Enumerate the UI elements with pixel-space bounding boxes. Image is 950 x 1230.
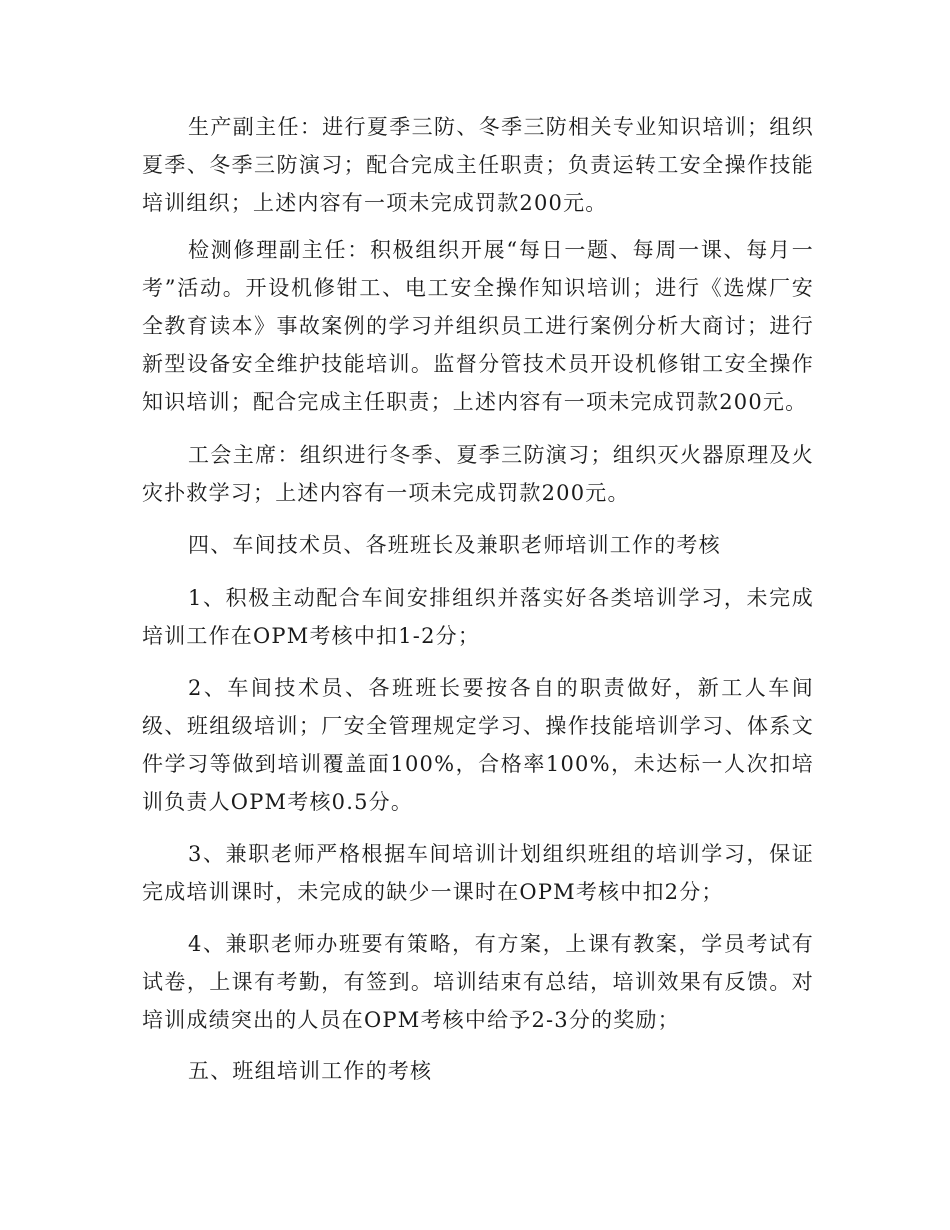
section-heading-4: 四、车间技术员、各班班长及兼职老师培训工作的考核 — [188, 533, 721, 557]
paragraph-union-chairman: 工会主席：组织进行冬季、夏季三防演习；组织灭火器原理及火灾扑救学习；上述内容有一项未完成罚款200元。 — [142, 443, 814, 505]
list-item-4: 4、兼职老师办班要有策略，有方案，上课有教案，学员考试有试卷，上课有考勤，有签到。培训结束有总结，培训效果有反馈。对培训成绩突出的人员在OPM考核中给予2-3分的奖励； — [142, 932, 814, 1032]
paragraph-maintenance-deputy-director: 检测修理副主任：积极组织开展“每日一题、每周一课、每月一考”活动。开设机修钳工、电工安全操作知识培训；进行《选煤厂安全教育读本》事故案例的学习并组织员工进行案例分析大商讨；进行新型设备安全维护技能培训。监督分管技术员开设机修钳工安全操作知识培训；配合完成主任职责；上述内容有一项未完成罚款200元。 — [142, 238, 814, 414]
section-heading-5: 五、班组培训工作的考核 — [188, 1059, 433, 1083]
paragraph-production-deputy-director: 生产副主任：进行夏季三防、冬季三防相关专业知识培训；组织夏季、冬季三防演习；配合完成主任职责；负责运转工安全操作技能培训组织；上述内容有一项未完成罚款200元。 — [142, 115, 814, 215]
list-item-2: 2、车间技术员、各班班长要按各自的职责做好，新工人车间级、班组级培训；厂安全管理规定学习、操作技能培训学习、体系文件学习等做到培训覆盖面100%，合格率100%，未达标一人次扣培训负责人OPM考核0.5分。 — [142, 676, 814, 814]
list-item-1: 1、积极主动配合车间安排组织并落实好各类培训学习，未完成培训工作在OPM考核中扣1-2分； — [142, 586, 814, 648]
list-item-3: 3、兼职老师严格根据车间培训计划组织班组的培训学习，保证完成培训课时，未完成的缺少一课时在OPM考核中扣2分； — [142, 842, 814, 904]
